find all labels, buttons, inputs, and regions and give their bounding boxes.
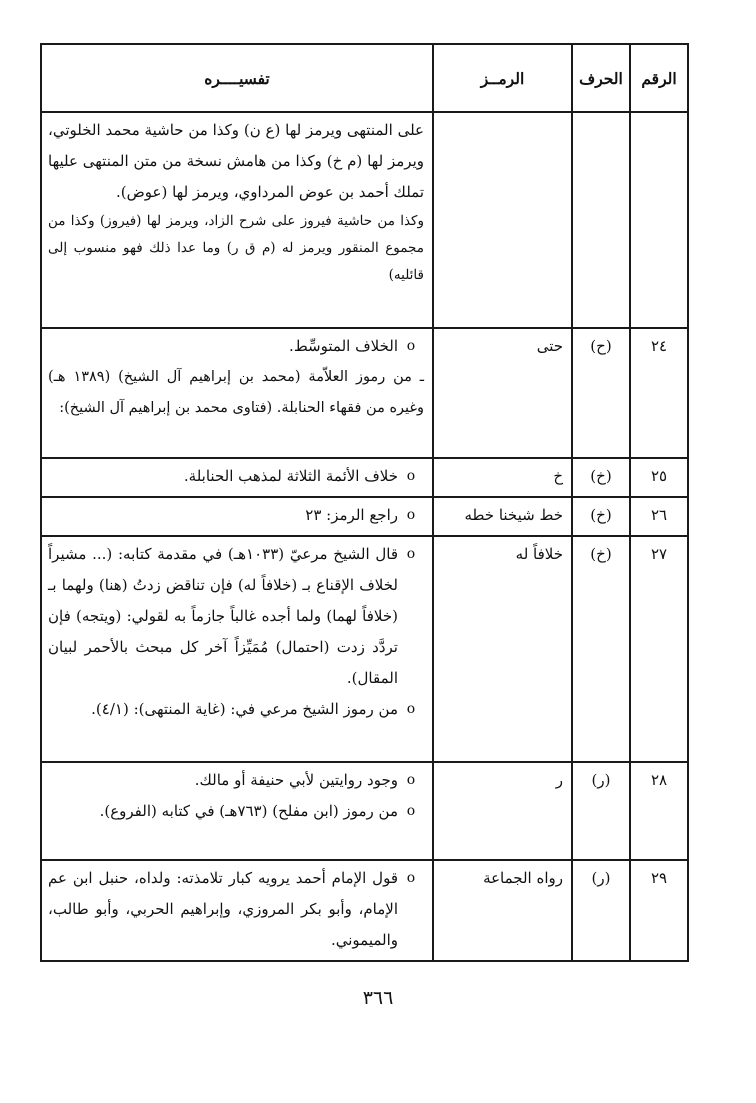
- row-symbol: حتى: [433, 328, 572, 458]
- row-number: ٢٧: [630, 536, 688, 762]
- table-row: [41, 458, 688, 497]
- row-explanation: [41, 458, 433, 497]
- row-symbol: ر: [433, 762, 572, 860]
- row-number: ٢٥: [630, 458, 688, 497]
- list-item: [48, 500, 424, 531]
- bullet-icon: o: [406, 338, 416, 354]
- list-item: [48, 331, 424, 362]
- bullet-icon: o: [406, 546, 416, 562]
- header-symbol: الرمــز: [433, 44, 572, 112]
- table-header-row: [41, 44, 688, 112]
- table-row: [41, 860, 688, 961]
- row-symbol: خلافاً له: [433, 536, 572, 762]
- explanation-paragraph: قال الشيخ مرعيّ (١٠٣٣هـ) في مقدمة كتابه: (... مشيراً لخلاف الإقناع بـ (خلافاً له) فإن تناقض زدتُ (هنا) ولهما بـ (خلافاً لهما) ولما أجده غالباً جازماً به لقولي: (ويتجه) فإن تردَّد زدت (احتمال) مُمَيِّزاً آخر كل مبحث بالأحمر لبيان المقال).: [48, 545, 398, 687]
- row-explanation: [41, 112, 433, 328]
- bullet-icon: o: [406, 468, 416, 484]
- header-letter: الحرف: [572, 44, 630, 112]
- list-item: [48, 539, 424, 694]
- row-explanation: [41, 328, 433, 458]
- row-explanation: [41, 860, 433, 961]
- row-letter: (ح): [572, 328, 630, 458]
- bullet-icon: o: [406, 772, 416, 788]
- header-explanation: تفسيــــره: [41, 44, 433, 112]
- row-symbol: خط شيخنا خطه: [433, 497, 572, 536]
- row-letter: (خ): [572, 536, 630, 762]
- explanation-paragraph: من رموز (ابن مفلح) (٧٦٣هـ) في كتابه (الفروع).: [99, 802, 398, 820]
- row-number: ٢٨: [630, 762, 688, 860]
- page-number: ٣٦٦: [362, 987, 394, 1009]
- table-row: [41, 762, 688, 860]
- row-number: ٢٩: [630, 860, 688, 961]
- row-letter: (خ): [572, 458, 630, 497]
- row-symbol: [433, 112, 572, 328]
- bullet-icon: o: [406, 803, 416, 819]
- row-letter: (خ): [572, 497, 630, 536]
- table-row: [41, 536, 688, 762]
- row-explanation: [41, 497, 433, 536]
- bullet-icon: o: [406, 870, 416, 886]
- explanation-paragraph: على المنتهى ويرمز لها (ع ن) وكذا من حاشية محمد الخلوتي، ويرمز لها (م خ) وكذا من هامش نسخة من متن المنتهى عليها تملك أحمد بن عوض المرداوي، ويرمز لها (عوض).: [48, 121, 424, 201]
- row-letter: [572, 112, 630, 328]
- row-number: [630, 112, 688, 328]
- row-symbol: خ: [433, 458, 572, 497]
- explanation-paragraph: وجود روايتين لأبي حنيفة أو مالك.: [194, 771, 398, 789]
- list-item: [48, 796, 424, 827]
- header-number: الرقم: [630, 44, 688, 112]
- table-row: [41, 328, 688, 458]
- row-explanation: [41, 762, 433, 860]
- list-item: [48, 863, 424, 956]
- explanation-paragraph: راجع الرمز: ٢٣: [305, 506, 398, 524]
- explanation-paragraph: من رموز الشيخ مرعي في: (غاية المنتهى): (٤/١).: [91, 700, 398, 718]
- row-number: ٢٦: [630, 497, 688, 536]
- symbols-table: [40, 43, 689, 962]
- row-letter: (ر): [572, 860, 630, 961]
- explanation-paragraph: ـ من رموز العلاّمة (محمد بن إبراهيم آل الشيخ) (١٣٨٩ هـ) وغيره من فقهاء الحنابلة. (فتاوى محمد بن إبراهيم آل الشيخ):: [48, 369, 424, 416]
- bullet-icon: o: [406, 701, 416, 717]
- row-number: ٢٤: [630, 328, 688, 458]
- explanation-paragraph: قول الإمام أحمد يرويه كبار تلامذته: ولداه، حنبل ابن عم الإمام، وأبو بكر المروزي، وإبراهيم الحربي، وأبو طالب، والميموني.: [48, 869, 398, 949]
- explanation-paragraph: الخلاف المتوسِّط.: [289, 337, 398, 355]
- explanation-paragraph: وكذا من حاشية فيروز على شرح الزاد، ويرمز لها (فيروز) وكذا من مجموع المنقور ويرمز له (م ق ر) وما عدا ذلك فهو منسوب إلى قائليه): [48, 213, 424, 283]
- explanation-paragraph: خلاف الأئمة الثلاثة لمذهب الحنابلة.: [183, 467, 398, 485]
- table-row: [41, 497, 688, 536]
- table-row: [41, 112, 688, 328]
- row-explanation: [41, 536, 433, 762]
- list-item: [48, 694, 424, 725]
- row-symbol: رواه الجماعة: [433, 860, 572, 961]
- list-item: [48, 765, 424, 796]
- bullet-icon: o: [406, 507, 416, 523]
- row-letter: (ر): [572, 762, 630, 860]
- list-item: [48, 461, 424, 492]
